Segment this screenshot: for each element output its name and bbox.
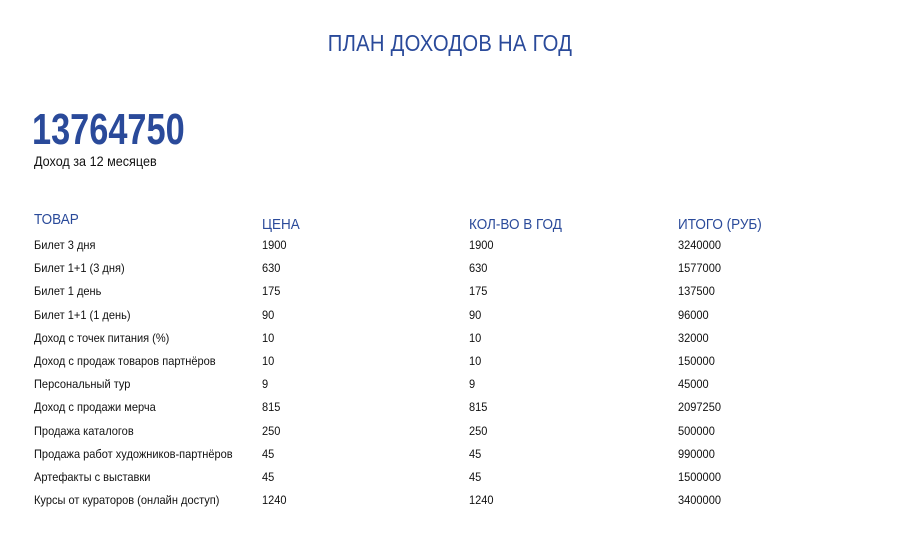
item-price: 45: [262, 469, 275, 484]
table-row: [0, 374, 900, 397]
item-quantity: 9: [469, 377, 476, 392]
item-name: Артефакты с выставки: [34, 469, 151, 484]
item-total: 137500: [678, 284, 715, 299]
item-price: 10: [262, 353, 275, 368]
column-header-quantity: КОЛ-ВО В ГОД: [469, 216, 562, 233]
table-row: [0, 258, 900, 281]
table-row: [0, 490, 900, 513]
table-row: [0, 351, 900, 374]
income-table-body: [0, 235, 900, 513]
item-name: Доход с продаж товаров партнёров: [34, 353, 216, 368]
table-row: [0, 281, 900, 304]
item-total: 32000: [678, 330, 709, 345]
item-quantity: 250: [469, 423, 488, 438]
item-total: 1577000: [678, 261, 721, 276]
item-name: Билет 1+1 (1 день): [34, 307, 131, 322]
table-row: [0, 444, 900, 467]
column-header-item: ТОВАР: [34, 211, 79, 228]
item-name: Персональный тур: [34, 377, 131, 392]
item-name: Доход с точек питания (%): [34, 330, 170, 345]
item-total: 1500000: [678, 469, 721, 484]
item-quantity: 175: [469, 284, 488, 299]
item-price: 175: [262, 284, 281, 299]
item-total: 3400000: [678, 493, 721, 508]
item-total: 150000: [678, 353, 715, 368]
item-price: 1240: [262, 493, 287, 508]
table-row: [0, 305, 900, 328]
item-total: 990000: [678, 446, 715, 461]
item-quantity: 815: [469, 400, 488, 415]
item-total: 45000: [678, 377, 709, 392]
item-total: 2097250: [678, 400, 721, 415]
item-quantity: 1900: [469, 238, 494, 252]
item-price: 1900: [262, 238, 287, 252]
item-quantity: 45: [469, 446, 482, 461]
table-row: [0, 235, 900, 258]
item-name: Билет 3 дня: [34, 238, 96, 252]
page-title: ПЛАН ДОХОДОВ НА ГОД: [327, 30, 573, 56]
column-header-total: ИТОГО (РУБ): [678, 216, 762, 233]
item-price: 45: [262, 446, 275, 461]
item-price: 250: [262, 423, 281, 438]
item-price: 10: [262, 330, 275, 345]
item-name: Билет 1+1 (3 дня): [34, 261, 125, 276]
item-total: 3240000: [678, 238, 721, 252]
item-total: 500000: [678, 423, 715, 438]
item-price: 815: [262, 400, 281, 415]
item-price: 630: [262, 261, 281, 276]
item-name: Продажа работ художников-партнёров: [34, 446, 233, 461]
item-total: 96000: [678, 307, 709, 322]
item-name: Курсы от кураторов (онлайн доступ): [34, 493, 220, 508]
item-quantity: 10: [469, 353, 482, 368]
total-income-value: 13764750: [32, 105, 185, 154]
item-quantity: 90: [469, 307, 482, 322]
total-income-caption: Доход за 12 месяцев: [34, 153, 157, 169]
column-header-price: ЦЕНА: [262, 216, 300, 233]
item-price: 9: [262, 377, 269, 392]
item-name: Продажа каталогов: [34, 423, 134, 438]
table-row: [0, 421, 900, 444]
item-price: 90: [262, 307, 275, 322]
item-quantity: 45: [469, 469, 482, 484]
item-quantity: 630: [469, 261, 488, 276]
item-name: Билет 1 день: [34, 284, 102, 299]
table-row: [0, 328, 900, 351]
table-row: [0, 397, 900, 420]
table-row: [0, 467, 900, 490]
item-quantity: 1240: [469, 493, 494, 508]
item-quantity: 10: [469, 330, 482, 345]
item-name: Доход с продажи мерча: [34, 400, 156, 415]
